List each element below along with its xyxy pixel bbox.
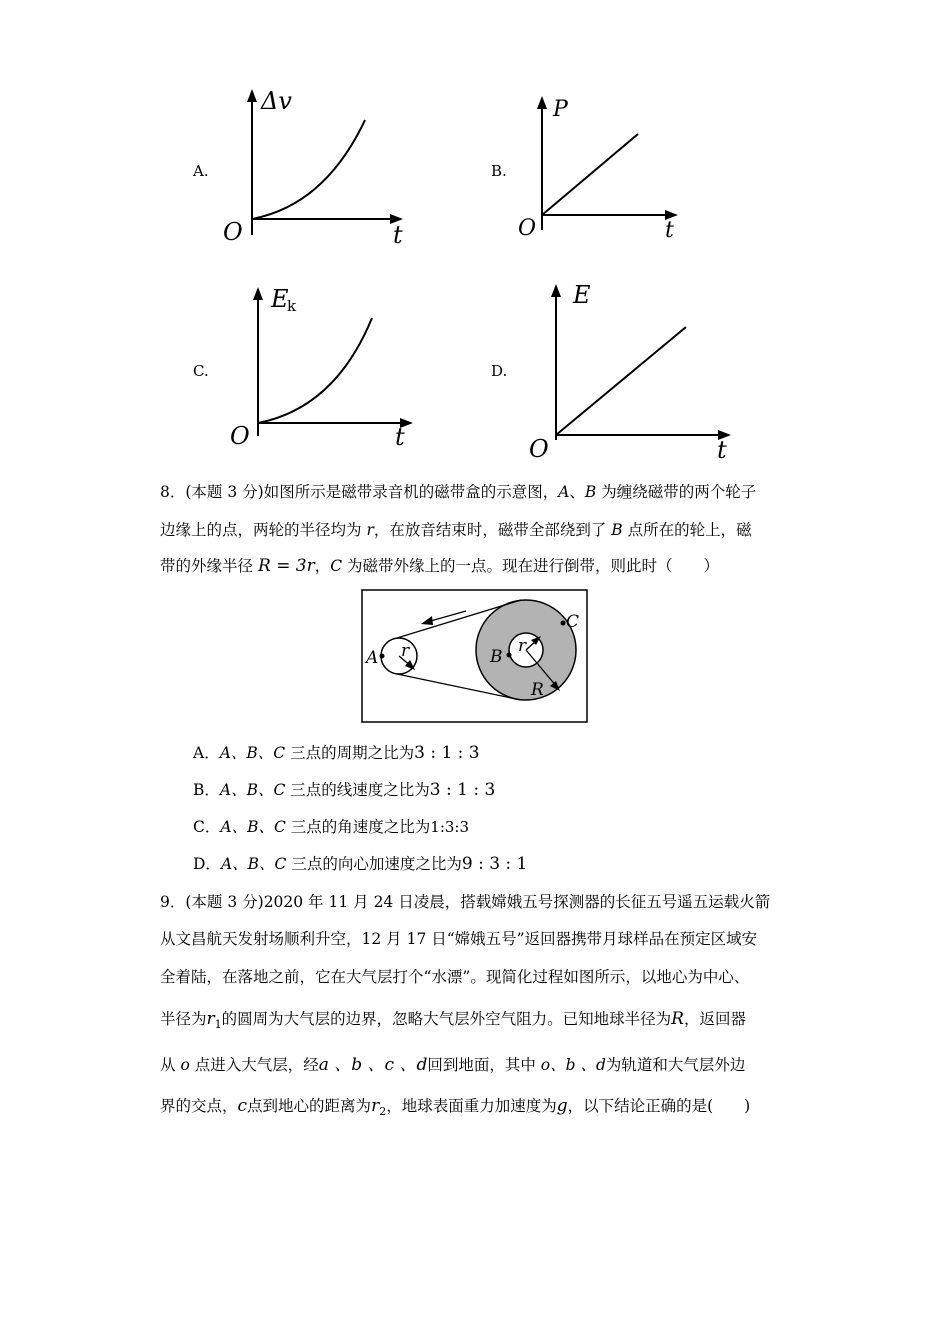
graph-c (225, 283, 425, 453)
q9-line-4: 半径为$r_1$的圆周为大气层的边界，忽略大气层外空气阻力。已知地球半径为R，返回器 (160, 1009, 746, 1032)
question-number: 9． (160, 893, 186, 911)
q9-line-5: 从 o 点进入大气层，经a 、b 、c 、d回到地面，其中 o、b 、d为轨道和大气层外边 (160, 1055, 746, 1075)
origin-label: O (223, 218, 243, 246)
q8-option-a[interactable]: A．A、B、C 三点的周期之比为3 : 1 : 3 (193, 743, 480, 763)
point-c (561, 621, 566, 626)
label-r-b: r (518, 636, 527, 656)
x-axis-label: t (395, 423, 405, 451)
q8-line-3: 带的外缘半径 R = 3r，C 为磁带外缘上的一点。现在进行倒带，则此时（ ） (160, 556, 720, 576)
label-big-r: R (531, 680, 544, 700)
q9-line-1: 9．(本题 3 分)2020 年 11 月 24 日凌晨，搭载嫦娥五号探测器的长征五号遥五运载火箭 (160, 893, 771, 911)
y-axis-label-subscript: k (287, 297, 297, 315)
graph-a-label: A. (193, 162, 209, 180)
y-axis-label: Δv (261, 87, 292, 115)
graph-b (515, 92, 690, 242)
curve-line (542, 134, 638, 215)
label-c: C (566, 612, 580, 632)
q8-option-d[interactable]: D．A、B、C 三点的向心加速度之比为9 : 3 : 1 (193, 854, 528, 874)
graph-a (215, 85, 415, 250)
x-axis-label: t (393, 221, 403, 249)
graph-d (525, 280, 740, 465)
curve-parabola (252, 120, 365, 219)
label-r-a: r (401, 641, 410, 661)
x-axis-label: t (717, 436, 727, 464)
question-score: (本题 3 分) (185, 483, 264, 501)
q8-line-1: 8．(本题 3 分)如图所示是磁带录音机的磁带盒的示意图，A、B 为缠绕磁带的两个轮子 (160, 483, 757, 501)
q8-option-b[interactable]: B．A、B、C 三点的线速度之比为3 : 1 : 3 (193, 780, 496, 800)
y-axis-label: E (573, 281, 591, 309)
question-number: 8． (160, 483, 186, 501)
q9-line-2: 从文昌航天发射场顺利升空，12 月 17 日“嫦娥五号”返回器携带月球样品在预定区域安 (160, 930, 758, 948)
curve-line (556, 327, 686, 435)
origin-label: O (230, 422, 250, 450)
q9-line-3: 全着陆，在落地之前，它在大气层打个“水漂”。现简化过程如图所示，以地心为中心、 (160, 968, 750, 986)
label-a: A (366, 648, 379, 668)
label-b: B (490, 647, 503, 667)
graph-d-label: D. (491, 362, 508, 380)
q8-option-c[interactable]: C．A、B、C 三点的角速度之比为1:3:3 (193, 818, 470, 836)
x-axis-label: t (665, 218, 674, 242)
origin-label: O (518, 216, 537, 241)
graph-c-label: C. (193, 362, 209, 380)
q9-line-6: 界的交点，c点到地心的距离为$r_2$，地球表面重力加速度为g，以下结论正确的是( ) (160, 1096, 751, 1119)
y-axis-label: P (553, 97, 568, 122)
tape-cassette-figure (361, 589, 589, 729)
question-score: (本题 3 分) (185, 893, 264, 911)
graph-b-label: B. (491, 162, 507, 180)
point-b (507, 653, 512, 658)
point-a (380, 654, 385, 659)
q8-line-2: 边缘上的点，两轮的半径均为 r，在放音结束时，磁带全部绕到了 B 点所在的轮上，磁 (160, 521, 752, 539)
curve-parabola (258, 318, 372, 423)
y-axis-label: E (271, 285, 289, 313)
origin-label: O (529, 435, 549, 463)
